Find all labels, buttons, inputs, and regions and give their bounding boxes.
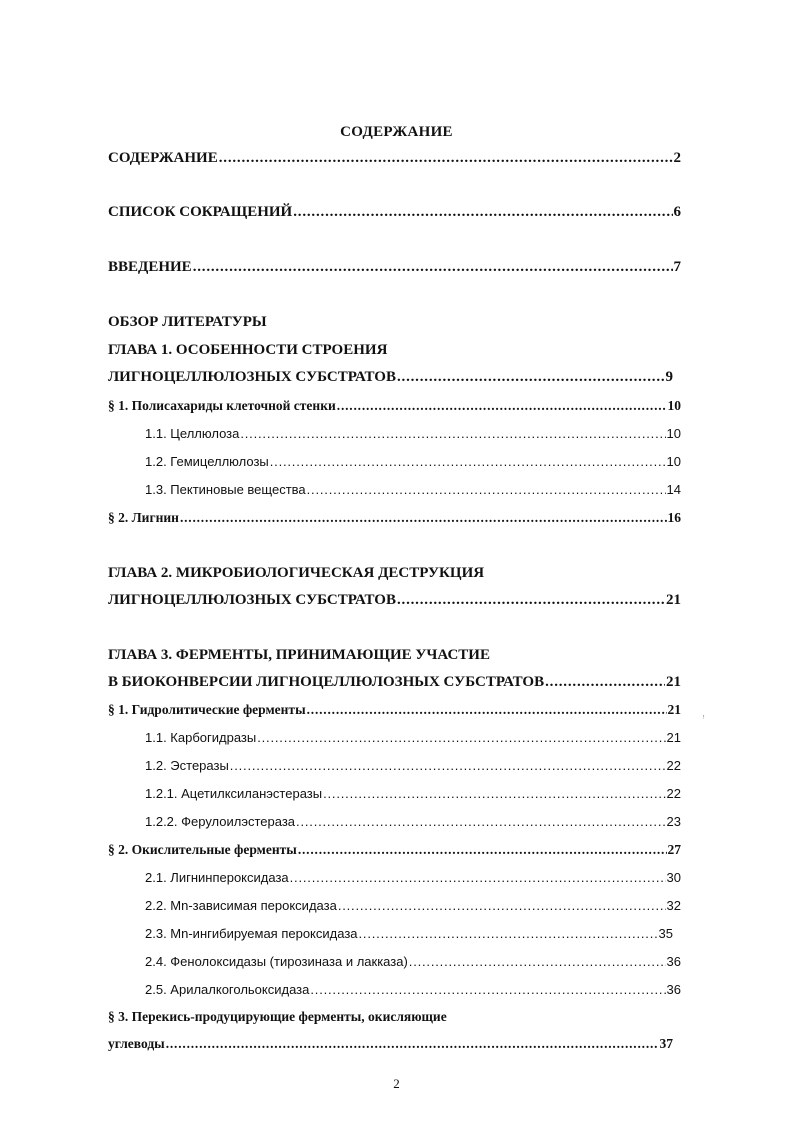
toc-entry-label: В БИОКОНВЕРСИИ ЛИГНОЦЕЛЛЮЛОЗНЫХ СУБСТРАТОВ (108, 674, 545, 690)
toc-entry-ch3-s1-1[interactable] (145, 730, 681, 745)
toc-entry-label: 2.4. Фенолоксидазы (тирозиназа и лакказа) (145, 954, 408, 969)
toc-entry-ch3-s2-2[interactable] (145, 898, 681, 913)
dot-leader (219, 150, 673, 167)
toc-entry-page: 27 (667, 842, 681, 857)
toc-entry-page: 6 (673, 204, 681, 220)
toc-entry-ch3-s1[interactable] (108, 702, 681, 718)
toc-entry-label: § 2. Окислительные ферменты (108, 842, 297, 857)
toc-ch3-s3-title: § 3. Перекись-продуцирующие ферменты, окисляющие (108, 1009, 447, 1024)
toc-entry-page: 21 (666, 730, 681, 745)
toc-entry-label: 2.2. Mn-зависимая пероксидаза (145, 898, 337, 913)
toc-entry-abbreviations[interactable] (108, 204, 681, 221)
toc-entry-ch1-s1-2[interactable] (145, 454, 681, 469)
toc-entry-ch3-s2-3[interactable] (145, 926, 673, 941)
dot-leader (257, 730, 665, 745)
toc-entry-page: 32 (666, 898, 681, 913)
toc-chapter3-title: ГЛАВА 3. ФЕРМЕНТЫ, ПРИНИМАЮЩИЕ УЧАСТИЕ (108, 647, 490, 663)
toc-entry-ch3-s1-2[interactable] (145, 758, 681, 773)
dot-leader (323, 786, 665, 801)
toc-entry-label: 1.1. Целлюлоза (145, 426, 240, 441)
toc-entry-page: 23 (666, 814, 681, 829)
dot-leader (307, 702, 667, 718)
dot-leader (337, 398, 667, 414)
toc-entry-ch3-s1-2-1[interactable] (145, 786, 681, 801)
page-number: 2 (393, 1076, 400, 1091)
dot-leader (166, 1036, 659, 1052)
toc-entry-page: 10 (666, 454, 681, 469)
toc-entry-label: ЛИГНОЦЕЛЛЮЛОЗНЫХ СУБСТРАТОВ (108, 592, 396, 608)
dot-leader (240, 426, 665, 441)
toc-part-review: ОБЗОР ЛИТЕРАТУРЫ (108, 314, 267, 330)
page-title: СОДЕРЖАНИЕ (340, 124, 453, 140)
toc-entry-label: § 1. Полисахариды клеточной стенки (108, 398, 336, 413)
toc-entry-chapter1[interactable] (108, 369, 673, 386)
dot-leader (296, 814, 665, 829)
dot-leader (310, 982, 665, 997)
scan-speck: ᵎ (703, 712, 705, 722)
dot-leader (307, 482, 666, 497)
dot-leader (230, 758, 666, 773)
toc-entry-page: 21 (666, 592, 681, 608)
dot-leader (338, 898, 666, 913)
toc-entry-label: 2.3. Mn-ингибируемая пероксидаза (145, 926, 358, 941)
toc-entry-page: 16 (667, 510, 681, 525)
toc-entry-page: 14 (666, 482, 681, 497)
toc-entry-ch3-s2-5[interactable] (145, 982, 681, 997)
toc-entry-ch1-s1[interactable] (108, 398, 681, 414)
toc-entry-page: 22 (666, 786, 681, 801)
toc-entry-ch1-s1-3[interactable] (145, 482, 681, 497)
toc-entry-ch3-s2-4[interactable] (145, 954, 681, 969)
toc-entry-ch3-s2-1[interactable] (145, 870, 681, 885)
toc-entry-ch3-s2[interactable] (108, 842, 681, 858)
toc-entry-label: 2.1. Лигнинпероксидаза (145, 870, 289, 885)
toc-entry-page: 36 (666, 954, 681, 969)
toc-entry-page: 10 (667, 398, 681, 413)
toc-entry-label: 1.2. Гемицеллюлозы (145, 454, 269, 469)
toc-entry-page: 30 (666, 870, 681, 885)
toc-entry-page: 10 (666, 426, 681, 441)
toc-entry-page: 37 (659, 1036, 673, 1051)
toc-chapter1-title: ГЛАВА 1. ОСОБЕННОСТИ СТРОЕНИЯ (108, 342, 388, 358)
toc-entry-label: ВВЕДЕНИЕ (108, 259, 192, 275)
toc-entry-introduction[interactable] (108, 259, 681, 276)
dot-leader (545, 674, 665, 691)
dot-leader (180, 510, 667, 526)
toc-entry-page: 21 (667, 702, 681, 717)
toc-entry-page: 36 (666, 982, 681, 997)
toc-entry-label: 1.1. Карбогидразы (145, 730, 257, 745)
toc-entry-contents[interactable] (108, 150, 681, 167)
dot-leader (270, 454, 666, 469)
toc-entry-label: 1.2.1. Ацетилксиланэстеразы (145, 786, 323, 801)
toc-entry-label: углеводы (108, 1036, 165, 1051)
toc-entry-page: 21 (666, 674, 681, 690)
toc-entry-label: 1.2. Эстеразы (145, 758, 229, 773)
toc-entry-ch1-s2[interactable] (108, 510, 681, 526)
toc-entry-ch3-s3[interactable] (108, 1036, 673, 1052)
toc-entry-ch3-s1-2-2[interactable] (145, 814, 681, 829)
toc-entry-ch1-s1-1[interactable] (145, 426, 681, 441)
toc-entry-label: 1.2.2. Ферулоилэстераза (145, 814, 296, 829)
dot-leader (290, 870, 666, 885)
dot-leader (293, 204, 672, 221)
toc-entry-label: § 1. Гидролитические ферменты (108, 702, 306, 717)
toc-chapter2-title: ГЛАВА 2. МИКРОБИОЛОГИЧЕСКАЯ ДЕСТРУКЦИЯ (108, 565, 485, 581)
toc-entry-label: ЛИГНОЦЕЛЛЮЛОЗНЫХ СУБСТРАТОВ (108, 369, 396, 385)
toc-entry-page: 2 (673, 150, 681, 166)
toc-entry-page: 7 (673, 259, 681, 275)
toc-entry-chapter3[interactable] (108, 674, 681, 691)
dot-leader (397, 592, 665, 609)
toc-entry-page: 22 (666, 758, 681, 773)
toc-entry-label: СПИСОК СОКРАЩЕНИЙ (108, 204, 293, 220)
dot-leader (397, 369, 665, 386)
toc-entry-label: 1.3. Пектиновые вещества (145, 482, 306, 497)
toc-entry-label: СОДЕРЖАНИЕ (108, 150, 218, 166)
dot-leader (298, 842, 667, 858)
dot-leader (193, 259, 673, 276)
toc-entry-label: § 2. Лигнин (108, 510, 179, 525)
toc-entry-label: 2.5. Арилалкогольоксидаза (145, 982, 310, 997)
toc-entry-page: 9 (665, 369, 673, 385)
dot-leader (409, 954, 666, 969)
toc-entry-chapter2[interactable] (108, 592, 681, 609)
toc-entry-page: 35 (658, 926, 673, 941)
dot-leader (359, 926, 658, 941)
